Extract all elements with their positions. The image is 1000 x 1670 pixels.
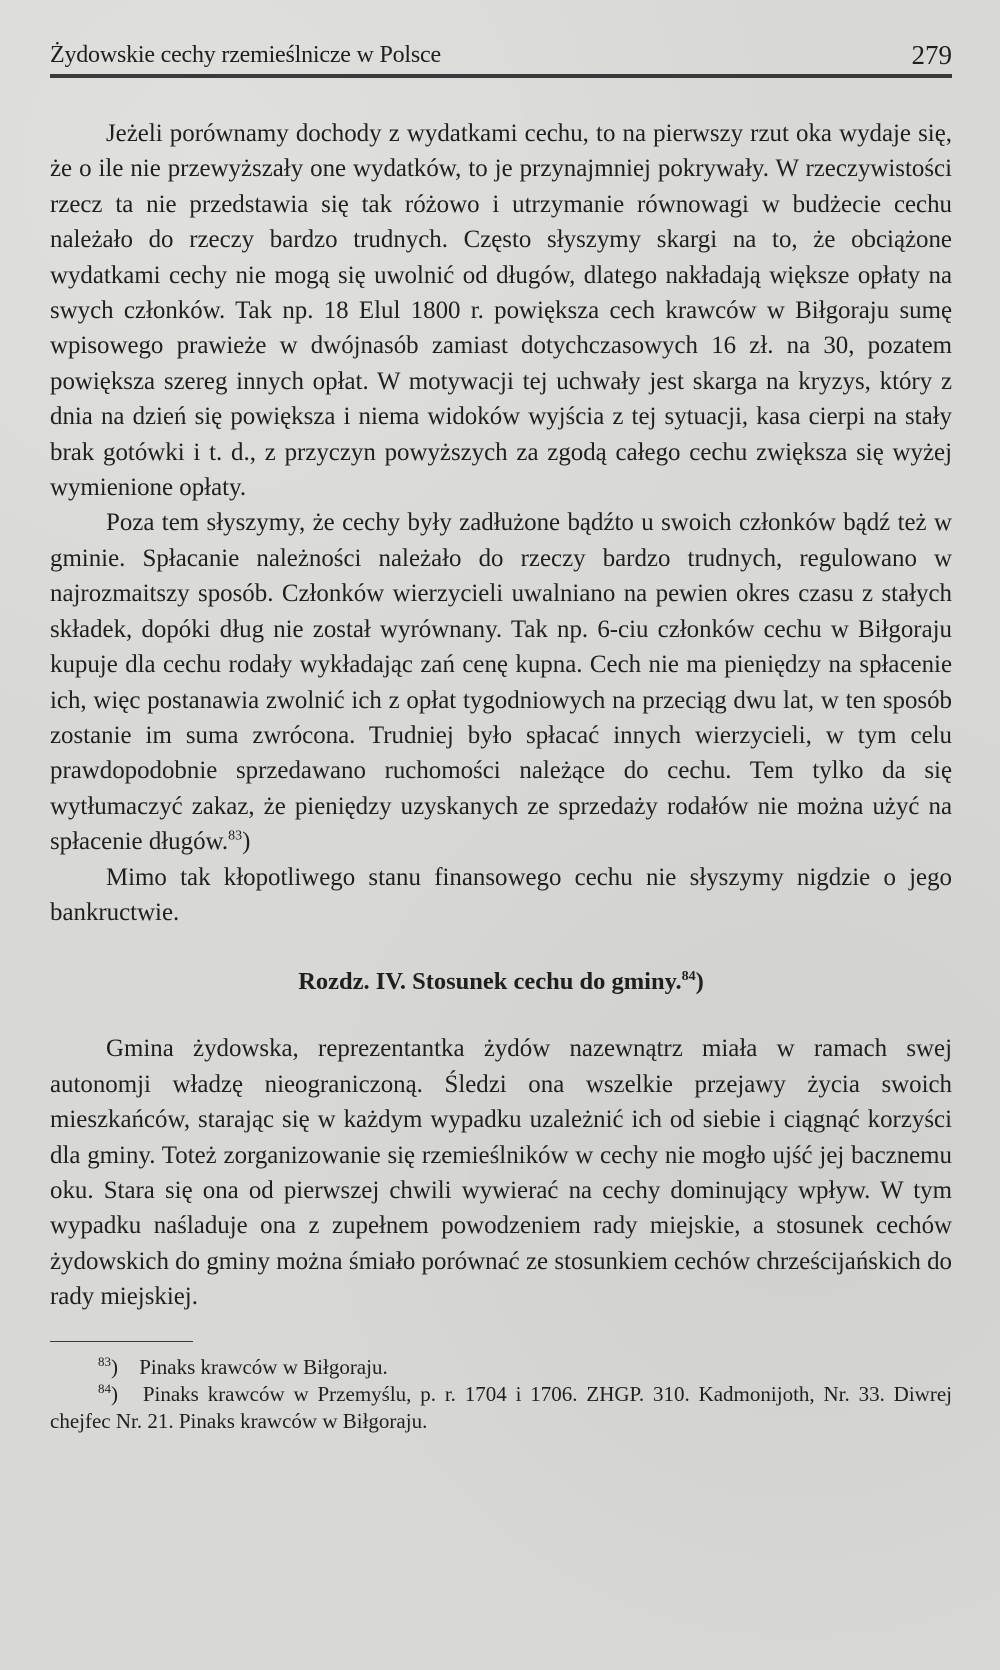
footnote-84-text: Pinaks krawców w Przemyślu, p. r. 1704 i 1706. ZHGP. 310. Kadmonijoth, Nr. 33. Diwrej chejfec Nr. 21. Pinaks krawców w Biłgoraju. bbox=[50, 1381, 952, 1433]
paragraph-2-text: Poza tem słyszymy, że cechy były zadłużone bądźto u swoich członków bądź też w gminie. Spłacanie należności należało do rzeczy bardzo trudnych, regulowano w najrozmaitszy sposób. Członków wierzycieli uwalniano na pewien okres czasu z stałych składek, dopóki dług nie został wyrównany. Tak np. 6-ciu członków cechu w Biłgoraju kupuje dla cechu rodały wykładając zań cenę kupna. Cech nie ma pieniędzy na spłacenie ich, więc postanawia zwolnić ich z opłat tygodniowych na przeciąg dwu lat, w ten sposób zostanie im suma zwrócona. Trudniej było spłacać innych wierzycieli, w tym celu prawdopodobnie sprzedawano ruchomości należące do cechu. Tem tylko da się wytłumaczyć zakaz, że pieniędzy uzyskanych ze sprzedaży rodałów nie można użyć na spłacenie długów. bbox=[50, 509, 952, 856]
section-title-text: Rozdz. IV. Stosunek cechu do gminy. bbox=[298, 968, 682, 996]
footnote-84-number: 84 bbox=[98, 1380, 111, 1396]
footnote-83-suffix: ) bbox=[111, 1354, 118, 1379]
running-header bbox=[50, 38, 952, 78]
footnote-84-suffix: ) bbox=[111, 1381, 118, 1406]
paragraph-3-text: Mimo tak kłopotliwego stanu finansowego cechu nie słyszymy nigdzie o jego bankructwie. bbox=[50, 863, 952, 926]
footnote-divider bbox=[50, 1341, 193, 1342]
footnote-83-marker bbox=[50, 1354, 134, 1381]
section-title bbox=[50, 968, 952, 996]
main-text bbox=[50, 116, 952, 1315]
paragraph-1-text: Jeżeli porównamy dochody z wydatkami cechu, to na pierwszy rzut oka wydaje się, że o ile nie przewyższały one wydatków, to je przynajmniej pokrywały. W rzeczywistości rzecz ta nie przedstawia się tak różowo i utrzymanie równowagi w budżecie cechu należało do rzeczy bardzo trudnych. Często słyszymy skargi na to, że obciążone wydatkami cechy nie mogą się uwolnić od długów, dlatego nakładają większe opłaty na swych członków. Tak np. 18 Elul 1800 r. powiększa cech krawców w Biłgoraju sumę wpisowego prawieże w dwójnasób zamiast dotychczasowych 16 zł. na 30, pozatem powiększa szereg innych opłat. W motywacji tej uchwały jest skarga na kryzys, który z dnia na dzień się powiększa i niema widoków wyjścia z tej sytuacji, kasa cierpi na stały brak gotówki i t. d., z przyczyn powyższych za zgodą całego cechu zwiększa się wyżej wymienione opłaty. bbox=[50, 120, 952, 502]
footnote-reference-83: 83 bbox=[228, 828, 243, 844]
running-title: Żydowskie cechy rzemieślnicze w Polsce bbox=[50, 42, 441, 68]
footnote-83 bbox=[50, 1354, 952, 1381]
paragraph-2 bbox=[50, 505, 952, 859]
footnote-reference-84: 84 bbox=[681, 969, 696, 985]
footnotes bbox=[50, 1354, 952, 1435]
footnote-84-marker bbox=[50, 1381, 134, 1408]
footnote-reference-83-suffix: ) bbox=[242, 828, 251, 856]
section-paragraph bbox=[50, 1031, 952, 1314]
section-paragraph-text: Gmina żydowska, reprezentantka żydów nazewnątrz miała w ramach swej autonomji władzę nieograniczoną. Śledzi ona wszelkie przejawy życia swoich mieszkańców, starając się w każdym wypadku uzależnić ich od siebie i ciągnąć korzyści dla gminy. Toteż zorganizowanie się rzemieślników w cechy nie mogło ujść jej bacznemu oku. Stara się ona od pierwszej chwili wywierać na cechy dominujący wpływ. W tym wypadku naśladuje ona z zupełnem powodzeniem rady miejskie, a stosunek cechów żydowskich do gminy można śmiało porównać ze stosunkiem cechów chrześcijańskich do rady miejskiej. bbox=[50, 1035, 952, 1311]
paragraph-1 bbox=[50, 116, 952, 505]
page-number: 279 bbox=[911, 40, 952, 70]
footnote-reference-84-suffix: ) bbox=[695, 968, 704, 996]
footnote-83-text: Pinaks krawców w Biłgoraju. bbox=[139, 1354, 388, 1379]
paragraph-3 bbox=[50, 860, 952, 931]
footnote-84 bbox=[50, 1381, 952, 1435]
footnote-83-number: 83 bbox=[98, 1353, 111, 1369]
